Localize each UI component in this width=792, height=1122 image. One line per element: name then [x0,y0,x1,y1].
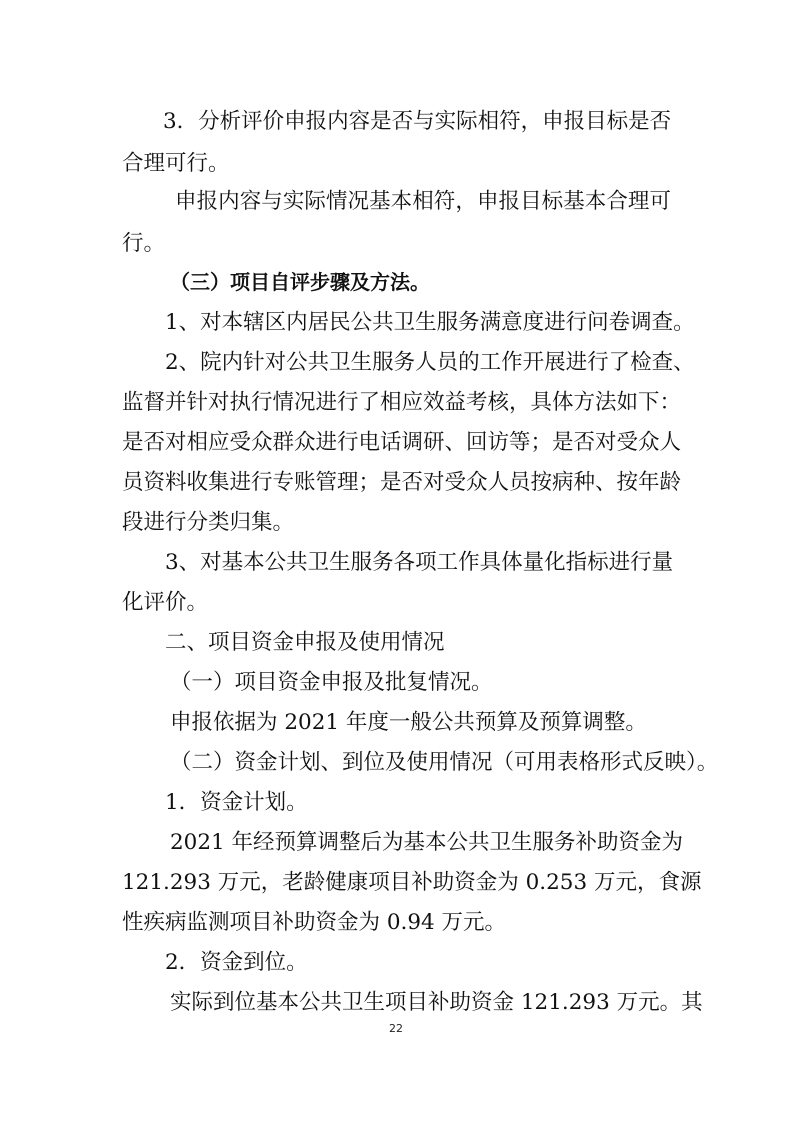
text-line: 实际到位基本公共卫生项目补助资金 121.293 万元。其 [170,990,703,1015]
text-line: 2、院内针对公共卫生服务人员的工作开展进行了检查、 [165,350,695,375]
text-line: 是否对相应受众群众进行电话调研、回访等；是否对受众人 [122,430,682,455]
section-heading: 二、项目资金申报及使用情况 [165,630,445,655]
subsection-heading: 2．资金到位。 [165,950,308,975]
page-number: 22 [389,1022,403,1035]
section-heading: （三）项目自评步骤及方法。 [170,270,430,294]
text-line: 合理可行。 [122,151,230,176]
subsection-heading: 1．资金计划。 [165,790,308,815]
text-line: 2021 年经预算调整后为基本公共卫生服务补助资金为 [170,830,684,855]
text-line: 121.293 万元，老龄健康项目补助资金为 0.253 万元，食源 [122,870,702,895]
text-line: 3、对基本公共卫生服务各项工作具体量化指标进行量 [165,550,674,575]
subsection-heading: （二）资金计划、到位及使用情况（可用表格形式反映）。 [170,750,719,775]
text-line: 化评价。 [122,590,209,615]
text-line: 段进行分类归集。 [122,510,295,535]
text-line: 申报内容与实际情况基本相符，申报目标基本合理可 [175,189,671,214]
subsection-heading: （一）项目资金申报及批复情况。 [170,670,493,695]
text-line: 监督并针对执行情况进行了相应效益考核，具体方法如下： [122,390,682,415]
text-line: 性疾病监测项目补助资金为 0.94 万元。 [122,910,507,935]
text-line: 1、对本辖区内居民公共卫生服务满意度进行问卷调查。 [165,310,695,335]
text-line: 3．分析评价申报内容是否与实际相符，申报目标是否 [163,109,672,134]
text-line: 申报依据为 2021 年度一般公共预算及预算调整。 [170,710,647,735]
text-line: 员资料收集进行专账管理；是否对受众人员按病种、按年龄 [122,470,682,495]
text-line: 行。 [122,231,166,256]
